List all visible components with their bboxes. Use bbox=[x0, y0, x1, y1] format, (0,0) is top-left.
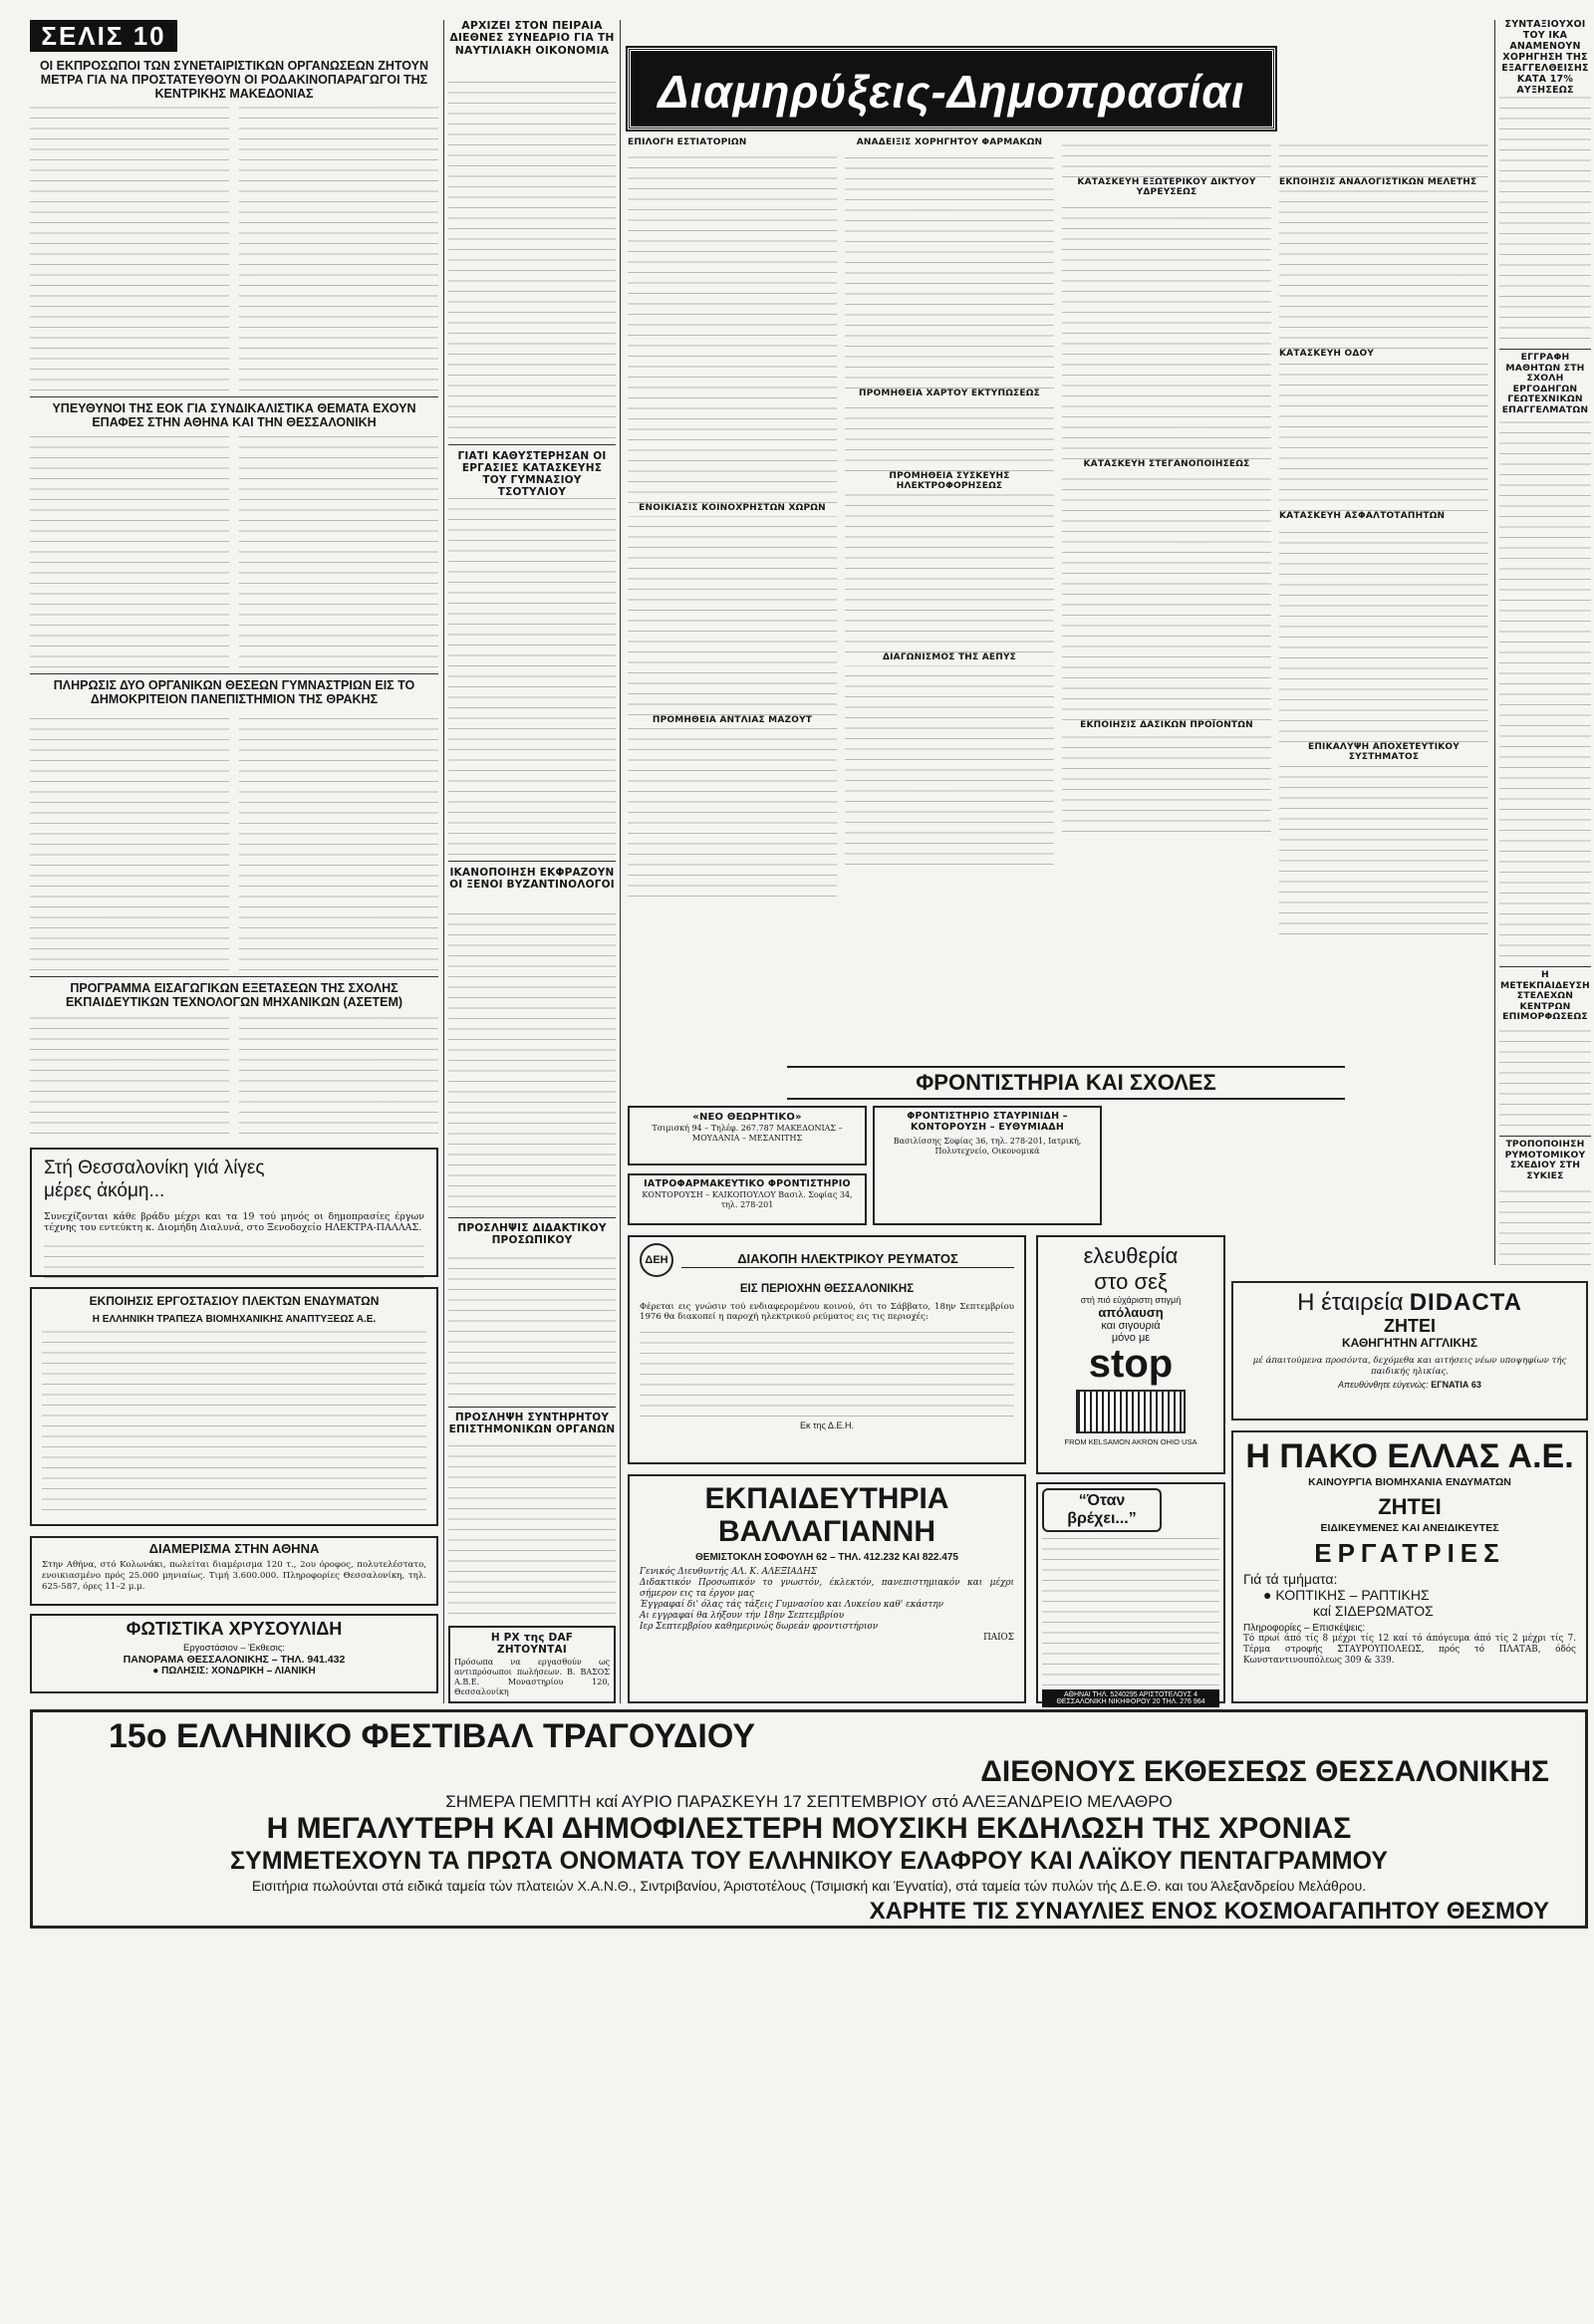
article-a5-body bbox=[448, 80, 616, 438]
ad-rain bbox=[1036, 1482, 1225, 1703]
article-a2-title: ΥΠΕΥΘΥΝΟΙ ΤΗΣ ΕΟΚ ΓΙΑ ΣΥΝΔΙΚΑΛΙΣΤΙΚΑ ΘΕΜΑΤΑ ΕΧΟΥΝ ΕΠΑΦΕΣ ΣΤΗΝ ΑΘΗΝΑ ΚΑΙ ΤΗΝ ΘΕΣΣΑΛΟΝΙΚΗ bbox=[52, 401, 416, 429]
ad-pako bbox=[1231, 1430, 1588, 1703]
auction-col-1 bbox=[628, 137, 837, 914]
schools-header: ΦΡΟΝΤΙΣΤΗΡΙΑ ΚΑΙ ΣΧΟΛΕΣ bbox=[787, 1066, 1345, 1100]
block-b2-title: ΠΡΟΣΛΗΨΗ ΣΥΝΤΗΡΗΤΟΥ ΕΠΙΣΤΗΜΟΝΙΚΩΝ ΟΡΓΑΝΩΝ bbox=[448, 1412, 616, 1436]
ad-apartment-body: Στην Αθήνα, στό Κολωνάκι, πωλείται διαμέρισμα 120 τ., 2ου όροφος, πολυτελέστατο, ενοικιασμένο πρός 25.000 μηνιαίως. Τιμή 3.600.000. Πληροφορίες Θεσσαλονίκη, τηλ. 625-587, όρες 11–2 μ.μ. bbox=[42, 1560, 426, 1592]
festival-ad bbox=[30, 1709, 1588, 1929]
ad-deh-body: Φέρεται εις γνώσιν τού ενδιαφερομένου κοινού, ότι το Σάββατο, 18ην Σεπτεμβρίου 1976 θα διακοπεί η παροχή ηλεκτρικού ρεύματος εις τις περιοχές: bbox=[640, 1301, 1014, 1323]
ad-pako-info-label: Πληροφορίες – Επισκέψεις: bbox=[1243, 1623, 1366, 1635]
article-a3-body-2 bbox=[239, 713, 438, 970]
ad-rain-title: “Όταν βρέχει...” bbox=[1042, 1488, 1162, 1532]
auction-c12-title: ΔΙΑΓΩΝΙΣΜΟΣ ΤΗΣ ΑΕΠΥΣ bbox=[882, 652, 1017, 663]
ad-iatro-title: ΙΑΤΡΟΦΑΡΜΑΚΕΥΤΙΚΟ ΦΡΟΝΤΙΣΤΗΡΙΟ bbox=[644, 1178, 851, 1189]
ad-didacta-line3: ΚΑΘΗΓΗΤΗΝ ΑΓΓΛΙΚΗΣ bbox=[1341, 1335, 1478, 1350]
article-a7-title: ΙΚΑΝΟΠΟΙΗΣΗ ΕΚΦΡΑΖΟΥΝ ΟΙ ΞΕΝΟΙ ΒΥΖΑΝΤΙΝΟΛΟΓΟΙ bbox=[449, 867, 615, 892]
article-a6-title: ΓΙΑΤΙ ΚΑΘΥΣΤΕΡΗΣΑΝ ΟΙ ΕΡΓΑΣΙΕΣ ΚΑΤΑΣΚΕΥΗΣ ΤΟΥ ΓΥΜΝΑΣΙΟΥ ΤΣΟΤΥΛΙΟΥ bbox=[457, 450, 607, 499]
ad-didacta-brand: DIDACTA bbox=[1409, 1289, 1522, 1316]
auction-c9-title: ΕΚΠΟΙΗΣΙΣ ΔΑΣΙΚΩΝ ΠΡΟΪΟΝΤΩΝ bbox=[1080, 720, 1253, 731]
article-a2-body-2 bbox=[239, 436, 438, 667]
auction-col-3 bbox=[1062, 137, 1271, 1044]
ad-factory-sale bbox=[30, 1287, 438, 1526]
ad-neo bbox=[628, 1106, 867, 1165]
auction-col-2 bbox=[845, 137, 1054, 914]
ad-daf-title: Η ΡΧ της DAF ΖΗΤΟΥΝΤΑΙ bbox=[490, 1632, 574, 1657]
ad-daf-body: Πρόσωπα να εργασθούν ως αντιπρόσωποι πωλήσεων. Β. ΒΑΣΟΣ Α.Β.Ε. Μοναστηρίου 120, Θεσσαλονίκη bbox=[454, 1658, 610, 1697]
ad-stop bbox=[1036, 1235, 1225, 1474]
article-a5-title: ΑΡΧΙΖΕΙ ΣΤΟΝ ΠΕΙΡΑΙΑ ΔΙΕΘΝΕΣ ΣΥΝΕΔΡΙΟ ΓΙΑ ΤΗ ΝΑΥΤΙΛΙΑΚΗ ΟΙΚΟΝΟΜΙΑ bbox=[449, 19, 615, 57]
ad-lighting bbox=[30, 1614, 438, 1693]
ad-stop-line2: στο σεξ bbox=[1094, 1269, 1168, 1294]
article-a3-title: ΠΛΗΡΩΣΙΣ ΔΥΟ ΟΡΓΑΝΙΚΩΝ ΘΕΣΕΩΝ ΓΥΜΝΑΣΤΡΙΩΝ ΕΙΣ ΤΟ ΔΗΜΟΚΡΙΤΕΙΟΝ ΠΑΝΕΠΙΣΤΗΜΙΟΝ ΤΗΣ ΘΡΑΚΗΣ bbox=[53, 678, 415, 706]
ad-rain-footer: ΑΘΗΝΑΙ ΤΗΛ. 5240295 ΑΡΙΣΤΟΤΕΛΟΥΣ 4 ΘΕΣΣΑΛΟΝΙΚΗ ΝΙΚΗΦΟΡΟΥ 20 ΤΗΛ. 276 964 bbox=[1042, 1689, 1219, 1707]
article-a1-body-2 bbox=[239, 102, 438, 390]
ad-didacta-body: μέ άπαιτούμενα προσόντα, δεχόμεθα και αιτήσεις νέων υποψηφίων τής παιδικής ηλικίας. bbox=[1252, 1355, 1567, 1377]
auctions-banner bbox=[628, 48, 1275, 129]
festival-line2: ΔΙΕΘΝΟΥΣ ΕΚΘΕΣΕΩΣ ΘΕΣΣΑΛΟΝΙΚΗΣ bbox=[980, 1755, 1549, 1789]
stop-package-icon bbox=[1076, 1390, 1186, 1433]
auction-c6-title: ΕΝΟΙΚΙΑΣΙΣ ΚΟΙΝΟΧΡΗΣΤΩΝ ΧΩΡΩΝ bbox=[639, 503, 826, 514]
ad-thessaloniki bbox=[30, 1148, 438, 1277]
festival-line4: Η ΜΕΓΑΛΥΤΕΡΗ ΚΑΙ ΔΗΜΟΦΙΛΕΣΤΕΡΗ ΜΟΥΣΙΚΗ ΕΚΔΗΛΩΣΗ ΤΗΣ ΧΡΟΝΙΑΣ bbox=[266, 1812, 1352, 1846]
festival-line3: ΣΗΜΕΡΑ ΠΕΜΠΤΗ καί ΑΥΡΙΟ ΠΑΡΑΣΚΕΥΗ 17 ΣΕΠΤΕΜΒΡΙΟΥ στό ΑΛΕΞΑΝΔΡΕΙΟ ΜΕΛΑΘΡΟ bbox=[445, 1792, 1173, 1812]
ad-vallagianni-item-0: Γενικός Διευθυντής ΑΛ. Κ. ΑΛΕΞΙΑΔΗΣ bbox=[640, 1567, 817, 1577]
ad-didacta bbox=[1231, 1281, 1588, 1420]
auctions-banner-title: Διαμηρύξεις-Δημοπρασίαι bbox=[658, 66, 1245, 118]
ad-lighting-line3: ● ΠΩΛΗΣΙΣ: ΧΟΝΔΡΙΚΗ – ΛΙΑΝΙΚΗ bbox=[152, 1665, 316, 1677]
ad-didacta-addr: ΕΓΝΑΤΙΑ 63 bbox=[1431, 1380, 1481, 1391]
ad-vallagianni-item-3: Αι εγγραφαί θα λήξουν τήν 18ην Σεπτεμβρίου bbox=[640, 1610, 845, 1621]
ad-daf bbox=[448, 1626, 616, 1703]
article-a1-title: ΟΙ ΕΚΠΡΟΣΩΠΟΙ ΤΩΝ ΣΥΝΕΤΑΙΡΙΣΤΙΚΩΝ ΟΡΓΑΝΩΣΕΩΝ ΖΗΤΟΥΝ ΜΕΤΡΑ ΓΙΑ ΝΑ ΠΡΟΣΤΑΤΕΥΘΟΥΝ ΟΙ ΡΟΔΑΚΙΝΟΠΑΡΑΓΩΓΟΙ ΤΗΣ ΚΕΝΤΡΙΚΗΣ ΜΑΚΕΔΟΝΙΑΣ bbox=[39, 59, 429, 101]
block-b1 bbox=[448, 1217, 616, 1402]
ad-pako-dept2: καί ΣΙΔΕΡΩΜΑΤΟΣ bbox=[1313, 1603, 1434, 1620]
auction-c14-title: ΕΠΙΚΑΛΥΨΗ ΑΠΟΧΕΤΕΥΤΙΚΟΥ ΣΥΣΤΗΜΑΤΟΣ bbox=[1307, 742, 1461, 763]
ad-euthymiadis-title: ΦΡΟΝΤΙΣΤΗΡΙΟ ΣΤΑΥΡΙΝΙΔΗ – ΚΟΝΤΟΡΟΥΣΗ – ΕΥΘΥΜΙΑΔΗ bbox=[907, 1111, 1068, 1133]
ad-factory-sale-subtitle: Η ΕΛΛΗΝΙΚΗ ΤΡΑΠΕΖΑ ΒΙΟΜΗΧΑΝΙΚΗΣ ΑΝΑΠΤΥΞΕΩΣ Α.Ε. bbox=[92, 1314, 377, 1326]
ad-stop-line6: μόνο με bbox=[1111, 1332, 1151, 1344]
festival-line6: Εισιτήρια πωλούνται στά ειδικά ταμεία τών πλατειών Χ.Α.Ν.Θ., Σιντριβανίου, Άριστοτέλους (Τσιμισκή και Έγνατία), στά ταμεία τών πυλών τής Δ.Ε.Θ. και του Άλεξανδρείου Μελάθρου. bbox=[251, 1877, 1367, 1894]
auction-c10-title: ΚΑΤΑΣΚΕΥΗ ΑΣΦΑΛΤΟΤΑΠΗΤΩΝ bbox=[1279, 510, 1446, 521]
ad-thessaloniki-body: Συνεχίζονται κάθε βράδυ μέχρι και τα 19 τού μηνός οι δημοπρασίες έργων τέχνης του εντεύκτη κ. Διομήδη Διαλυνά, στο Ξενοδοχείο ΗΛΕΚΤΡΑ-ΠΑΛΛΑΣ. bbox=[44, 1210, 424, 1234]
auction-c11-title: ΠΡΟΜΗΘΕΙΑ ΑΝΤΛΙΑΣ ΜΑΖΟΥΤ bbox=[652, 714, 813, 725]
ad-pako-info: Τό πρωί άπό τίς 8 μέχρι τίς 12 καί τό άπόγευμα άπό τίς 2 μέχρι τίς 7. Τέρμα στροφής ΣΤΑΥΡΟΥΠΟΛΕΩΣ, πρός τό ΠΛΑΤΑΒ, όδός Κωνσταντινουπόλεως 309 & 339. bbox=[1243, 1634, 1576, 1667]
article-a9-body bbox=[1499, 1026, 1591, 1126]
ad-pako-ergatries: ΕΡΓΑΤΡΙΕΣ bbox=[1314, 1537, 1505, 1568]
ad-pako-for-label: Γιά τά τμήματα: bbox=[1243, 1571, 1338, 1588]
article-a6-body bbox=[448, 496, 616, 855]
ad-stop-brand: stop bbox=[1088, 1342, 1174, 1386]
ad-didacta-line1: Η έταιρεία bbox=[1297, 1289, 1404, 1316]
ad-neo-body: Τσιμισκή 94 – Τηλέφ. 267.787 ΜΑΚΕΔΟΝΙΑΣ – ΜΟΥΔΑΝΙΑ – ΜΕΣΑΝΙΤΗΣ bbox=[652, 1123, 843, 1143]
auction-c4-title: ΕΚΠΟΙΗΣΙΣ ΑΝΑΛΟΓΙΣΤΙΚΩΝ ΜΕΛΕΤΗΣ bbox=[1279, 177, 1477, 187]
auction-c1-title: ΕΠΙΛΟΓΗ ΕΣΤΙΑΤΟΡΙΩΝ bbox=[628, 137, 747, 147]
ad-stop-footer: FROM KELSAMON AKRON OHIO USA bbox=[1064, 1437, 1197, 1446]
article-a4-body-2 bbox=[239, 1016, 438, 1134]
ad-pako-subtitle: ΚΑΙΝΟΥΡΓΙΑ ΒΙΟΜΗΧΑΝΙΑ ΕΝΔΥΜΑΤΩΝ bbox=[1308, 1476, 1511, 1489]
article-a1-body bbox=[30, 102, 229, 390]
ad-vallagianni-footer: ΠΑΙΟΣ bbox=[983, 1632, 1014, 1643]
ad-stop-line1: ελευθερία bbox=[1083, 1243, 1179, 1268]
article-a3-body bbox=[30, 713, 229, 970]
auction-c5-title: ΚΑΤΑΣΚΕΥΗ ΟΔΟΥ bbox=[1279, 349, 1375, 360]
ad-iatro bbox=[628, 1173, 867, 1225]
ad-iatro-body: ΚΟΝΤΟΡΟΥΣΗ – ΚΑΙΚΟΠΟΥΛΟΥ Βασιλ. Σοφίας 34, τηλ. 278-201 bbox=[642, 1189, 853, 1209]
ad-factory-sale-title: ΕΚΠΟΙΗΣΙΣ ΕΡΓΟΣΤΑΣΙΟΥ ΠΛΕΚΤΩΝ ΕΝΔΥΜΑΤΩΝ bbox=[89, 1294, 380, 1308]
ad-thessaloniki-title: Στή Θεσσαλονίκη γιά λίγες μέρες ἀκόμη... bbox=[44, 1158, 265, 1201]
ad-pako-dept1: ● ΚΟΠΤΙΚΗΣ – ΡΑΠΤΙΚΗΣ bbox=[1263, 1587, 1430, 1604]
auction-c8-title: ΠΡΟΜΗΘΕΙΑ ΣΥΣΚΕΥΗΣ ΗΛΕΚΤΡΟΦΟΡΗΣΕΩΣ bbox=[889, 470, 1010, 492]
ad-deh bbox=[628, 1235, 1026, 1464]
ad-vallagianni-address: ΘΕΜΙΣΤΟΚΛΗ ΣΟΦΟΥΛΗ 62 – ΤΗΛ. 412.232 ΚΑΙ 822.475 bbox=[695, 1552, 958, 1563]
ad-pako-line: ΕΙΔΙΚΕΥΜΕΝΕΣ ΚΑΙ ΑΝΕΙΔΙΚΕΥΤΕΣ bbox=[1320, 1522, 1499, 1535]
article-a4-body bbox=[30, 1016, 229, 1134]
article-a4-title: ΠΡΟΓΡΑΜΜΑ ΕΙΣΑΓΩΓΙΚΩΝ ΕΞΕΤΑΣΕΩΝ ΤΗΣ ΣΧΟΛΗΣ ΕΚΠΑΙΔΕΥΤΙΚΩΝ ΤΕΧΝΟΛΟΓΩΝ ΜΗΧΑΝΙΚΩΝ (ΑΣΕΤΕΜ) bbox=[65, 981, 403, 1009]
ad-didacta-line2: ΖΗΤΕΙ bbox=[1384, 1316, 1436, 1336]
right-article-body bbox=[1499, 90, 1591, 339]
ad-stop-line3: στή πιό εύχάριστη στιγμή bbox=[1080, 1295, 1182, 1305]
article-a8-title: ΕΓΓΡΑΦΗ ΜΑΘΗΤΩΝ ΣΤΗ ΣΧΟΛΗ ΕΡΓΟΔΗΓΩΝ ΓΕΩΤΕΧΝΙΚΩΝ ΕΠΑΓΓΕΛΜΑΤΩΝ bbox=[1499, 349, 1591, 415]
article-a7-body bbox=[448, 908, 616, 1207]
ad-neo-title: «ΝΕΟ ΘΕΩΡΗΤΙΚΟ» bbox=[692, 1112, 802, 1123]
ad-vallagianni-item-4: Ιερ Σεπτεμβρίου καθημερινώς δωρεάν φροντιστήριον bbox=[640, 1621, 879, 1632]
ad-didacta-addr-label: Απευθύνθητε εύγενώς: bbox=[1338, 1380, 1429, 1391]
ad-vallagianni-item-2: Έγγραφαί δι' όλας τάς τάξεις Γυμνασίου και Λυκείου καθ' εκάστην bbox=[640, 1599, 943, 1610]
article-a8-body bbox=[1499, 418, 1591, 956]
ad-deh-title: ΔΙΑΚΟΠΗ ΗΛΕΚΤΡΙΚΟΥ ΡΕΥΜΑΤΟΣ bbox=[681, 1252, 1014, 1267]
ad-stop-line4: απόλαυση bbox=[1098, 1305, 1164, 1320]
auction-c7-title: ΠΡΟΜΗΘΕΙΑ ΧΑΡΤΟΥ ΕΚΤΥΠΩΣΕΩΣ bbox=[859, 388, 1040, 399]
festival-line5: ΣΥΜΜΕΤΕΧΟΥΝ ΤΑ ΠΡΩΤΑ ΟΝΟΜΑΤΑ ΤΟΥ ΕΛΛΗΝΙΚΟΥ ΕΛΑΦΡΟΥ ΚΑΙ ΛΑΪΚΟΥ ΠΕΝΤΑΓΡΑΜΜΟΥ bbox=[230, 1846, 1388, 1875]
ad-euthymiadis bbox=[873, 1106, 1102, 1225]
deh-logo-icon: ΔΕΗ bbox=[640, 1243, 673, 1277]
ad-apartment-title: ΔΙΑΜΕΡΙΣΜΑ ΣΤΗΝ ΑΘΗΝΑ bbox=[148, 1541, 320, 1556]
auction-col-4 bbox=[1279, 137, 1488, 1154]
festival-line1: 15ο ΕΛΛΗΝΙΚΟ ΦΕΣΤΙΒΑΛ ΤΡΑΓΟΥΔΙΟΥ bbox=[109, 1717, 756, 1755]
ad-vallagianni-title: ΕΚΠΑΙΔΕΥΤΗΡΙΑ ΒΑΛΛΑΓΙΑΝΝΗ bbox=[704, 1482, 949, 1548]
ad-deh-subtitle: ΕΙΣ ΠΕΡΙΟΧΗΝ ΘΕΣΣΑΛΟΝΙΚΗΣ bbox=[739, 1283, 915, 1295]
ad-deh-signature: Εκ της Δ.Ε.Η. bbox=[800, 1420, 854, 1431]
ad-vallagianni bbox=[628, 1474, 1026, 1703]
masthead-logo: ΣΕΛΙΣ 10 bbox=[30, 20, 177, 52]
article-a10-body bbox=[1499, 1190, 1591, 1265]
ad-euthymiadis-body: Βασιλίσσης Σοφίας 36, τηλ. 278-201, Ιατρική, Πολυτεχνείο, Οικονομικά bbox=[893, 1136, 1082, 1156]
festival-line7: ΧΑΡΗΤΕ ΤΙΣ ΣΥΝΑΥΛΙΕΣ ΕΝΟΣ ΚΟΣΜΟΑΓΑΠΗΤΟΥ ΘΕΣΜΟΥ bbox=[869, 1897, 1549, 1925]
article-a9-title: Η ΜΕΤΕΚΠΑΙΔΕΥΣΗ ΣΤΕΛΕΧΩΝ ΚΕΝΤΡΩΝ ΕΠΙΜΟΡΦΩΣΕΩΣ bbox=[1499, 966, 1591, 1023]
article-a2-body bbox=[30, 436, 229, 667]
ad-lighting-line1: Εργοστάσιον – Έκθεσις: bbox=[182, 1642, 286, 1654]
auction-c2-title: ΑΝΑΔΕΙΞΙΣ ΧΟΡΗΓΗΤΟΥ ΦΑΡΜΑΚΩΝ bbox=[856, 137, 1043, 147]
block-b1-title: ΠΡΟΣΛΗΨΙΣ ΔΙΔΑΚΤΙΚΟΥ ΠΡΟΣΩΠΙΚΟΥ bbox=[457, 1222, 607, 1247]
article-a10-title: ΤΡΟΠΟΠΟΙΗΣΗ ΡΥΜΟΤΟΜΙΚΟΥ ΣΧΕΔΙΟΥ ΣΤΗ ΣΥΚΙΕΣ bbox=[1499, 1136, 1591, 1181]
ad-apartment bbox=[30, 1536, 438, 1606]
ad-lighting-line2: ΠΑΝΟΡΑΜΑ ΘΕΣΣΑΛΟΝΙΚΗΣ – ΤΗΛ. 941.432 bbox=[123, 1653, 346, 1666]
auction-c3-title: ΚΑΤΑΣΚΕΥΗ ΕΞΩΤΕΡΙΚΟΥ ΔΙΚΤΥΟΥ ΥΔΡΕΥΣΕΩΣ bbox=[1077, 177, 1256, 198]
right-header-title: ΣΥΝΤΑΞΙΟΥΧΟΙ ΤΟΥ ΙΚΑ ΑΝΑΜΕΝΟΥΝ ΧΟΡΗΓΗΣΗ ΤΗΣ ΕΞΑΓΓΕΛΘΕΙΣΗΣ ΚΑΤΑ 17% ΑΥΞΗΣΕΩΣ bbox=[1501, 19, 1589, 96]
ad-pako-title: Η ΠΑΚΟ ΕΛΛΑΣ Α.Ε. bbox=[1245, 1437, 1574, 1475]
ad-pako-zitei: ΖΗΤΕΙ bbox=[1378, 1493, 1442, 1519]
block-b2 bbox=[448, 1407, 616, 1621]
ad-vallagianni-item-1: Διδακτικόν Προσωπικόν το γνωστόν, έκλεκτόν, πανεπιστημιακόν και μέχρι σήμερον εις τα έργον μας bbox=[640, 1577, 1014, 1599]
ad-stop-line5: και σιγουριά bbox=[1101, 1320, 1161, 1332]
auction-c13-title: ΚΑΤΑΣΚΕΥΗ ΣΤΕΓΑΝΟΠΟΙΗΣΕΩΣ bbox=[1083, 458, 1250, 469]
ad-lighting-title: ΦΩΤΙΣΤΙΚΑ ΧΡΥΣΟΥΛΙΔΗ bbox=[126, 1619, 343, 1639]
